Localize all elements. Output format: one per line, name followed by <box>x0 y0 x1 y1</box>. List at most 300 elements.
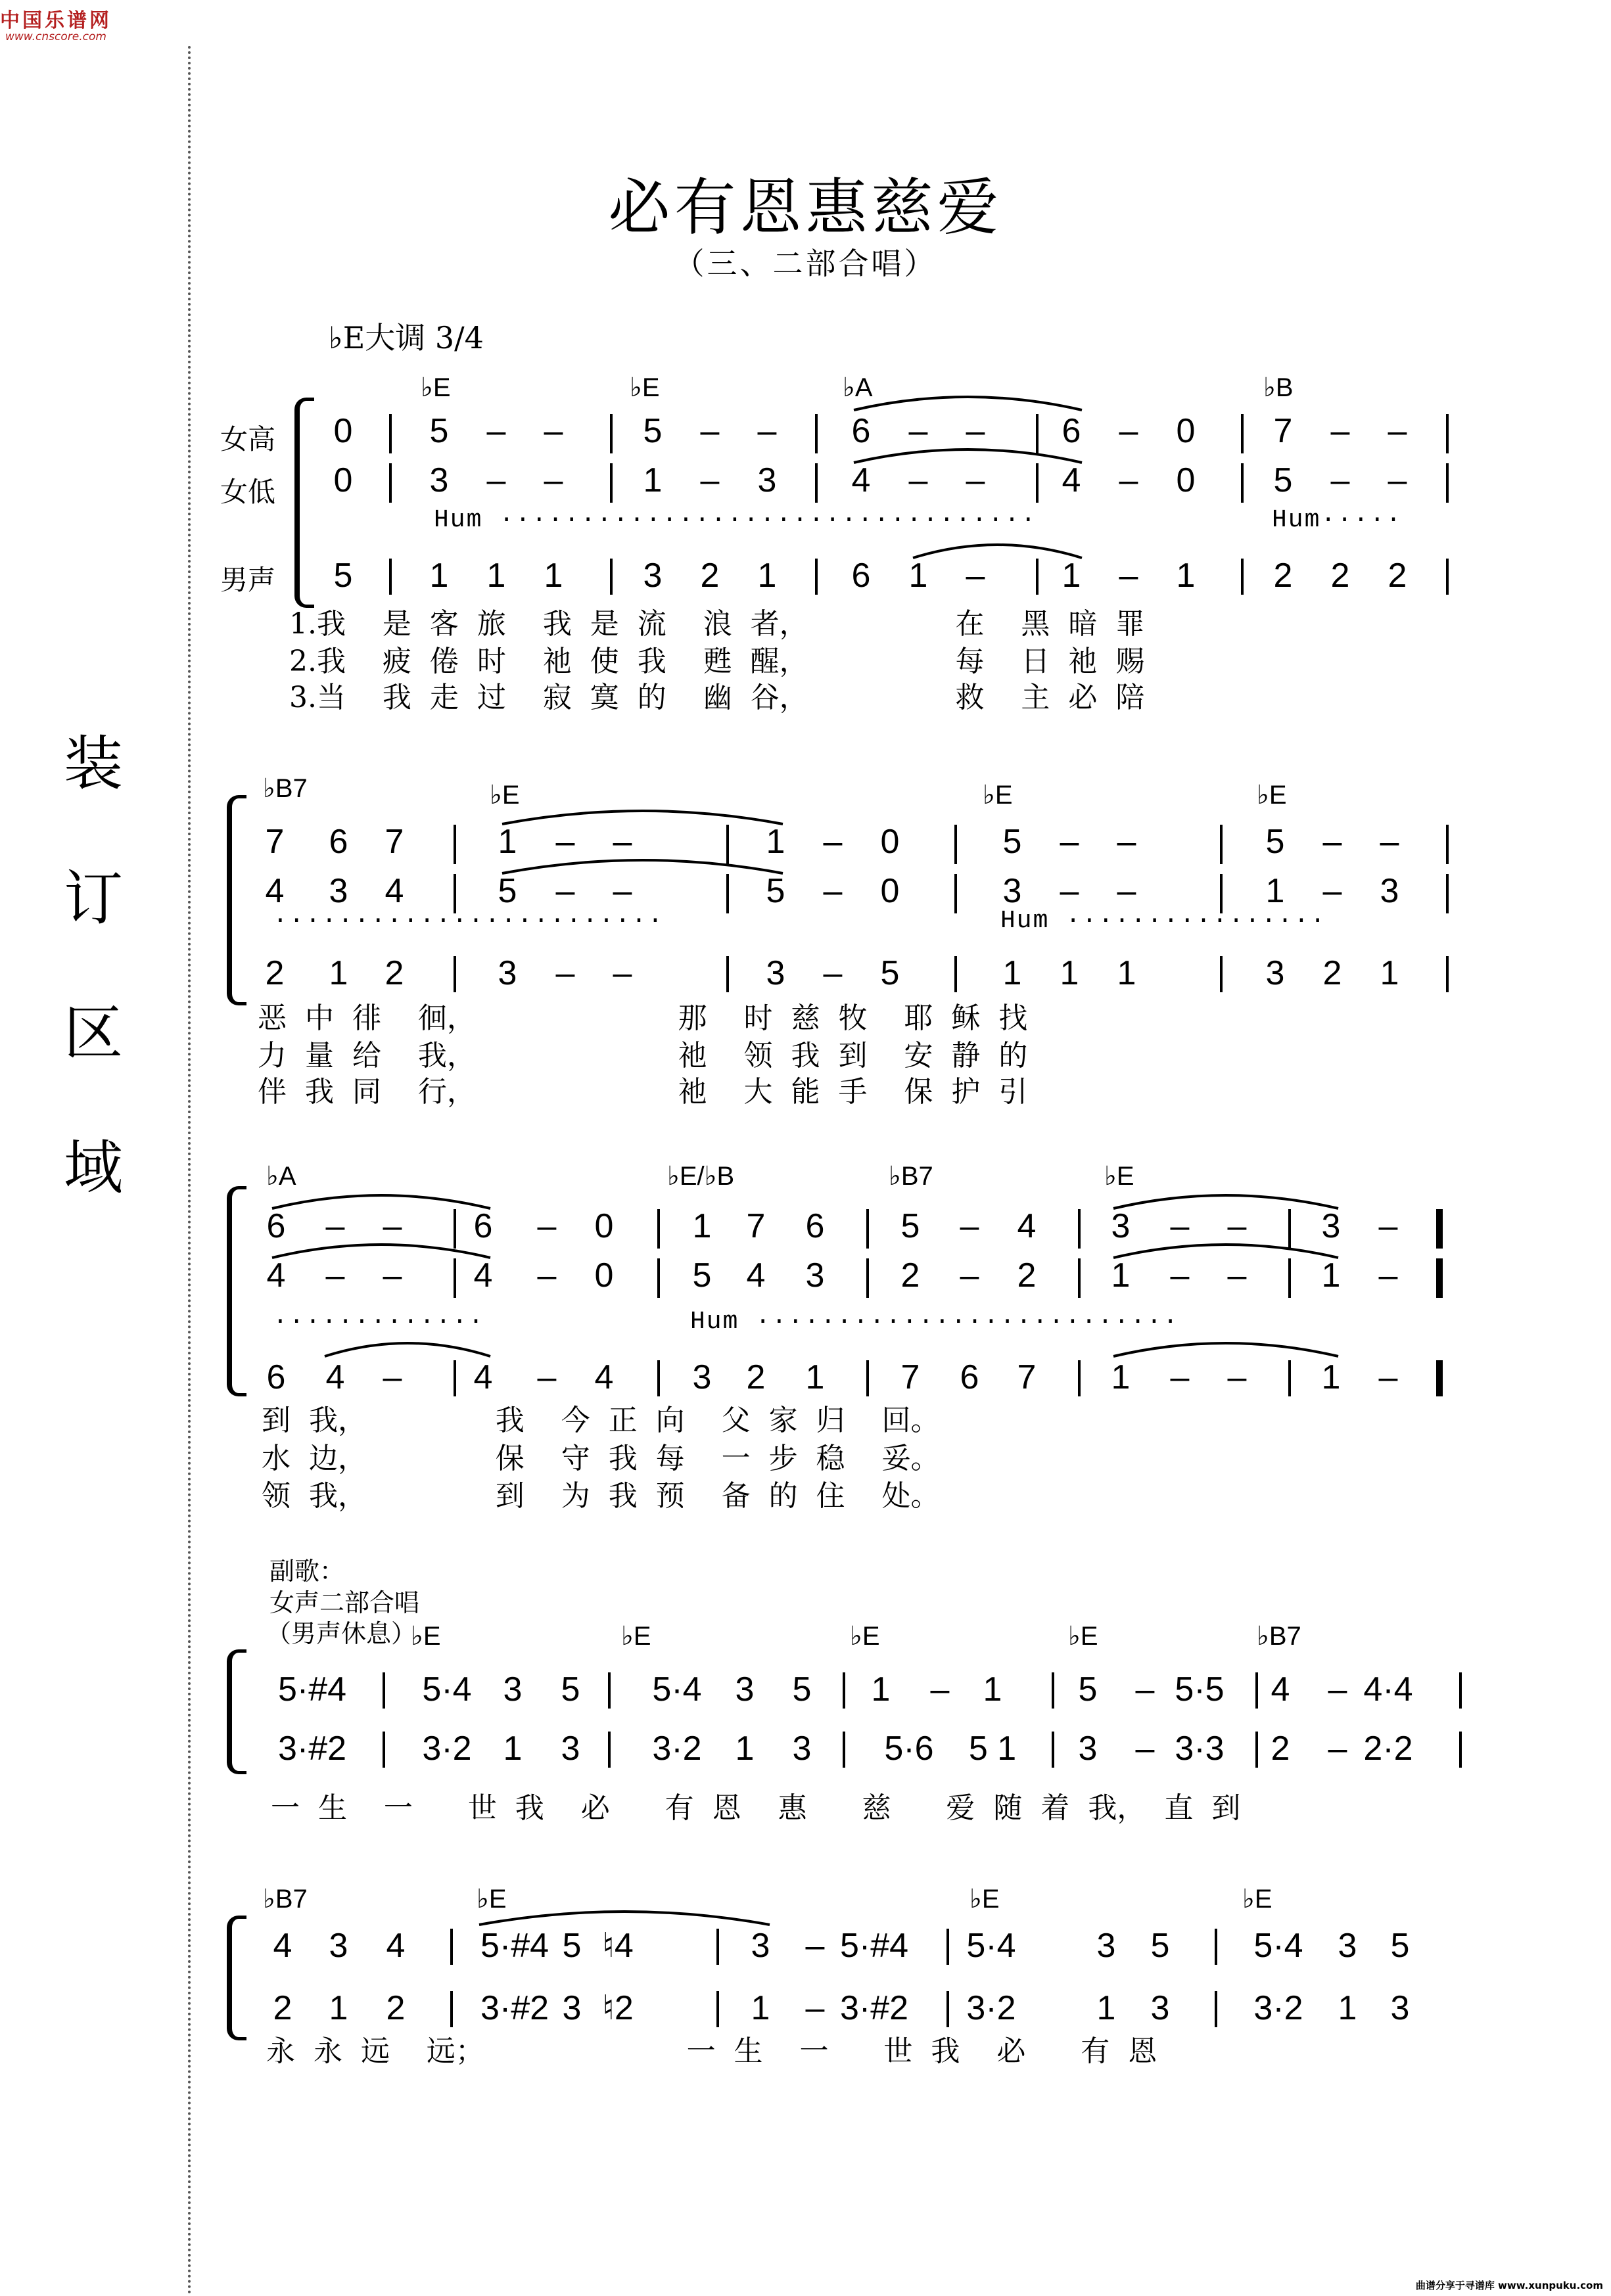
chorus1-lower-note-7: 3 <box>792 1730 812 1768</box>
c1-up-barline-6 <box>1459 1672 1462 1709</box>
s2-men-barline-2 <box>726 956 729 992</box>
s2-alt-barline-2 <box>726 874 729 913</box>
soprano-s2-note-9: 0 <box>880 823 900 861</box>
system-2-bracket <box>227 795 246 1005</box>
chorus2-lower-note-12: 3 <box>1150 1989 1170 2027</box>
chorus2-upper-note-13: 5·4 <box>1253 1927 1303 1965</box>
key-and-time-signature: ♭E大调 3/4 <box>329 320 484 356</box>
soprano-s3-note-17: – <box>1378 1207 1398 1245</box>
men-s1-note-6: 2 <box>700 557 720 595</box>
s1-sop-barline-1 <box>389 414 392 453</box>
men-s2-note-13: 3 <box>1265 954 1285 992</box>
men-s1-note-16: 2 <box>1388 557 1407 595</box>
chorus1-lower-note-11: – <box>1135 1730 1155 1768</box>
chorus1-upper-note-3: 3 <box>503 1670 523 1709</box>
men-s2-note-5: – <box>555 954 575 992</box>
s3-alt-barline-5 <box>1288 1258 1291 1298</box>
c2-low-barline-1 <box>450 1991 453 2027</box>
men-s3-note-7: 3 <box>692 1358 712 1396</box>
soprano-s1-note-15: – <box>1330 412 1350 450</box>
chorus1-lower-note-3: 1 <box>503 1730 523 1768</box>
c1-up-barline-2 <box>608 1672 611 1709</box>
chorus1-upper-note-7: 5 <box>792 1670 812 1709</box>
chord-12: ♭E <box>1104 1162 1134 1191</box>
men-s2-note-12: 1 <box>1117 954 1136 992</box>
men-s3-note-13: 1 <box>1111 1358 1131 1396</box>
men-s3-note-17: – <box>1378 1358 1398 1396</box>
chord-1: ♭E <box>421 373 451 402</box>
s1-men-barline-1 <box>389 559 392 595</box>
c2-slur-up <box>477 1902 772 1929</box>
men-s1-note-3: 1 <box>486 557 506 595</box>
s3-alt-barline-1 <box>454 1258 456 1298</box>
chorus2-upper-note-11: 3 <box>1096 1927 1116 1965</box>
soprano-s1-note-13: 0 <box>1176 412 1196 450</box>
chorus2-upper-note-2: 3 <box>329 1927 348 1965</box>
s2-men-barline-1 <box>454 956 456 992</box>
chorus2-lower-note-5: 3 <box>562 1989 582 2027</box>
chord-19: ♭E <box>477 1885 507 1914</box>
chorus1-upper-note-11: 5 <box>1078 1670 1098 1709</box>
s1-alt-barline-1 <box>389 463 392 503</box>
chorus2-lower-note-1: 2 <box>273 1989 292 2027</box>
soprano-s2-note-12: – <box>1117 823 1136 861</box>
chorus1-upper-note-2: 5·4 <box>422 1670 472 1709</box>
soprano-s1-note-8: 6 <box>851 412 871 450</box>
c1-up-barline-3 <box>843 1672 845 1709</box>
men-s3-note-5: – <box>537 1358 557 1396</box>
soprano-s3-note-5: – <box>537 1207 557 1245</box>
s3-slur-sop-end <box>1111 1186 1341 1212</box>
watermark-site-url: www.cnscore.com <box>5 30 106 43</box>
men-s2-note-7: 3 <box>766 954 785 992</box>
men-s2-note-4: 3 <box>498 954 517 992</box>
s2-men-barline-3 <box>954 956 957 992</box>
chorus2-upper-note-14: 3 <box>1338 1927 1357 1965</box>
chorus-label: 副歌： <box>269 1557 345 1586</box>
s1-sop-barline-3 <box>815 414 818 453</box>
watermark-site-name: 中国乐谱网 <box>0 9 112 32</box>
chorus1-upper-note-9: – <box>930 1670 950 1709</box>
men-s3-note-9: 1 <box>805 1358 825 1396</box>
chorus2-upper-note-1: 4 <box>273 1927 292 1965</box>
c1-low-barline-1 <box>383 1732 385 1768</box>
s1-alt-barline-4 <box>1036 463 1039 503</box>
chorus2-lower-note-3: 2 <box>386 1989 406 2027</box>
binding-char-4: 域 <box>64 1134 123 1203</box>
s3-men-barline-3 <box>866 1360 869 1396</box>
s3-sop-barline-4 <box>1078 1209 1081 1249</box>
system-1-bracket <box>294 398 314 608</box>
soprano-s1-note-14: 7 <box>1273 412 1293 450</box>
s3-sop-final-barline <box>1436 1209 1443 1249</box>
chord-14: ♭E <box>621 1622 651 1651</box>
s1-slur-sop <box>851 388 1085 414</box>
chorus2-upper-note-9: 5·#4 <box>839 1927 909 1965</box>
chorus1-lower-note-13: 2 <box>1271 1730 1290 1768</box>
s2-sop-barline-1 <box>454 825 456 864</box>
men-s3-note-3: – <box>383 1358 402 1396</box>
soprano-s2-note-15: – <box>1380 823 1399 861</box>
men-s1-note-1: 5 <box>333 557 353 595</box>
s2-sop-barline-4 <box>1220 825 1223 864</box>
alto-s2-note-4: 5 <box>498 872 517 910</box>
alto-s3-note-7: 5 <box>692 1256 712 1295</box>
chorus1-lower-note-15: 2·2 <box>1363 1730 1413 1768</box>
chorus2-lower-note-6: ♮2 <box>602 1989 634 2027</box>
men-s1-note-4: 1 <box>544 557 563 595</box>
alto-s3-note-6: 0 <box>594 1256 614 1295</box>
alto-s3-note-1: 4 <box>266 1256 286 1295</box>
c2-low-barline-4 <box>1215 1991 1217 2027</box>
soprano-s2-note-1: 7 <box>265 823 285 861</box>
chorus2-lower-note-15: 3 <box>1390 1989 1410 2027</box>
soprano-s3-note-14: – <box>1170 1207 1190 1245</box>
s3-alt-barline-4 <box>1078 1258 1081 1298</box>
men-s2-note-10: 1 <box>1002 954 1022 992</box>
song-subtitle: （三、二部合唱） <box>674 246 937 281</box>
soprano-s1-note-5: 5 <box>643 412 663 450</box>
lyric-chorus-2: 永 永 远 远； 一 生 一 世 我 必 有 恩 <box>266 2034 1157 2068</box>
chorus1-upper-note-8: 1 <box>871 1670 891 1709</box>
men-s3-note-16: 1 <box>1321 1358 1341 1396</box>
binding-char-1: 装 <box>64 729 123 798</box>
men-s3-note-14: – <box>1170 1358 1190 1396</box>
hum-1a: Hum ································· <box>434 506 1037 534</box>
s2-slur-alt <box>500 851 785 877</box>
s1-men-barline-2 <box>610 559 613 595</box>
lyric-s1-v3: 3.当 我 走 过 寂 寞 的 幽 谷， 救 主 必 陪 <box>289 681 1145 714</box>
alto-s1-note-14: 5 <box>1273 461 1293 499</box>
men-s1-note-2: 1 <box>429 557 449 595</box>
alto-s1-note-5: 1 <box>643 461 663 499</box>
chorus1-lower-note-10: 3 <box>1078 1730 1098 1768</box>
hum-1b: Hum····· <box>1272 506 1403 534</box>
lyric-s3-v1: 到 我， 我 今 正 向 父 家 归 回。 <box>262 1404 940 1437</box>
chorus1-upper-note-5: 5·4 <box>652 1670 702 1709</box>
s2-alt-barline-5 <box>1446 874 1449 913</box>
part-label-soprano: 女高 <box>220 423 276 455</box>
s2-men-barline-5 <box>1446 956 1449 992</box>
chorus1-lower-note-2: 3·2 <box>422 1730 472 1768</box>
men-s3-note-15: – <box>1227 1358 1247 1396</box>
hum-2b: Hum ················ <box>1000 907 1327 935</box>
s1-sop-barline-2 <box>610 414 613 453</box>
song-title: 必有恩惠慈爱 <box>608 172 1003 244</box>
lyric-s3-v2: 水 边， 保 守 我 每 一 步 稳 妥。 <box>262 1442 940 1475</box>
chorus-row-2-bracket <box>227 1916 246 2040</box>
chorus2-lower-note-13: 3·2 <box>1253 1989 1303 2027</box>
alto-s2-note-9: 0 <box>880 872 900 910</box>
men-s2-note-14: 2 <box>1322 954 1342 992</box>
alto-s3-note-17: – <box>1378 1256 1398 1295</box>
alto-s2-note-8: – <box>823 872 843 910</box>
men-s2-note-11: 1 <box>1060 954 1079 992</box>
chorus2-lower-note-9: 3·#2 <box>839 1989 909 2027</box>
lyric-s2-v2: 力 量 给 我， 祂 领 我 到 安 静 的 <box>258 1039 1028 1072</box>
alto-s2-note-12: – <box>1117 872 1136 910</box>
alto-s1-note-8: 4 <box>851 461 871 499</box>
soprano-s2-note-10: 5 <box>1002 823 1022 861</box>
alto-s2-note-6: – <box>613 872 632 910</box>
s3-slur-alt-end <box>1111 1235 1341 1262</box>
alto-s2-note-15: 3 <box>1380 872 1399 910</box>
chorus1-lower-note-6: 1 <box>735 1730 755 1768</box>
soprano-s2-note-14: – <box>1322 823 1342 861</box>
c2-low-barline-2 <box>716 1991 719 2027</box>
alto-s3-note-5: – <box>537 1256 557 1295</box>
soprano-s3-note-4: 6 <box>473 1207 493 1245</box>
s1-slur-men <box>910 536 1085 562</box>
men-s3-note-10: 7 <box>900 1358 920 1396</box>
footer-watermark: 曲谱分享于寻谱库 www.xunpuku.com <box>1415 2280 1603 2291</box>
lyric-s2-v3: 伴 我 同 行， 祂 大 能 手 保 护 引 <box>258 1075 1028 1109</box>
men-s3-note-6: 4 <box>594 1358 614 1396</box>
chorus1-upper-note-12: – <box>1135 1670 1155 1709</box>
alto-s3-note-4: 4 <box>473 1256 493 1295</box>
men-s2-note-1: 2 <box>265 954 285 992</box>
alto-s3-note-10: 2 <box>900 1256 920 1295</box>
alto-s1-note-13: 0 <box>1176 461 1196 499</box>
men-s2-note-6: – <box>613 954 632 992</box>
alto-s3-note-8: 4 <box>746 1256 766 1295</box>
s1-alt-barline-6 <box>1446 463 1449 503</box>
chorus1-lower-note-5: 3·2 <box>652 1730 702 1768</box>
chorus2-lower-note-10: 3·2 <box>966 1989 1016 2027</box>
s3-sop-barline-3 <box>866 1209 869 1249</box>
alto-s3-note-16: 1 <box>1321 1256 1341 1295</box>
men-s3-note-4: 4 <box>473 1358 493 1396</box>
s1-men-barline-6 <box>1446 559 1449 595</box>
men-s1-note-11: 1 <box>1062 557 1081 595</box>
chord-9: ♭A <box>266 1162 296 1191</box>
alto-s3-note-3: – <box>383 1256 402 1295</box>
s1-alt-barline-2 <box>610 463 613 503</box>
soprano-s3-note-10: 5 <box>900 1207 920 1245</box>
chorus2-upper-note-12: 5 <box>1150 1927 1170 1965</box>
chorus1-lower-note-8: 5·6 <box>884 1730 934 1768</box>
alto-s1-note-16: – <box>1388 461 1407 499</box>
chorus-row-1-bracket <box>227 1649 246 1774</box>
chord-11: ♭B7 <box>889 1162 933 1191</box>
alto-s1-note-7: 3 <box>757 461 777 499</box>
chorus1-upper-note-14: 4 <box>1271 1670 1290 1709</box>
men-s1-note-10: – <box>966 557 985 595</box>
men-s2-note-8: – <box>823 954 843 992</box>
men-s1-note-15: 2 <box>1330 557 1350 595</box>
chorus2-upper-note-6: ♮4 <box>602 1927 634 1965</box>
chord-4: ♭B <box>1263 373 1294 402</box>
chorus1-upper-note-6: 3 <box>735 1670 755 1709</box>
s3-slur-alt <box>269 1235 493 1262</box>
chorus1-lower-note-14: – <box>1328 1730 1347 1768</box>
chord-17: ♭B7 <box>1257 1622 1301 1651</box>
alto-s1-note-10: – <box>966 461 985 499</box>
binding-char-3: 区 <box>64 999 123 1068</box>
soprano-s3-note-9: 6 <box>805 1207 825 1245</box>
soprano-s2-note-7: 1 <box>766 823 785 861</box>
chorus2-upper-note-8: – <box>805 1927 825 1965</box>
soprano-s3-note-13: 3 <box>1111 1207 1131 1245</box>
hum-2a: ························ <box>273 907 665 935</box>
c2-up-barline-2 <box>716 1929 719 1965</box>
s1-men-barline-4 <box>1036 559 1039 595</box>
men-s3-note-2: 4 <box>325 1358 345 1396</box>
alto-s3-note-2: – <box>325 1256 345 1295</box>
c1-up-barline-1 <box>383 1672 385 1709</box>
s3-men-barline-1 <box>454 1360 456 1396</box>
soprano-s1-note-9: – <box>908 412 928 450</box>
s1-men-barline-3 <box>815 559 818 595</box>
c1-up-barline-5 <box>1255 1672 1258 1709</box>
soprano-s1-note-12: – <box>1119 412 1138 450</box>
system-3-bracket <box>227 1186 246 1396</box>
c1-low-barline-2 <box>608 1732 611 1768</box>
chord-18: ♭B7 <box>263 1885 308 1914</box>
lyric-s2-v1: 恶 中 徘 徊， 那 时 慈 牧 耶 稣 找 <box>258 1001 1028 1035</box>
chorus2-lower-note-4: 3·#2 <box>480 1989 549 2027</box>
chorus2-upper-note-3: 4 <box>386 1927 406 1965</box>
chord-3: ♭A <box>843 373 873 402</box>
soprano-s1-note-4: – <box>544 412 563 450</box>
soprano-s3-note-16: 3 <box>1321 1207 1341 1245</box>
alto-s1-note-6: – <box>700 461 720 499</box>
chorus1-upper-note-13: 5·5 <box>1175 1670 1225 1709</box>
men-s1-note-13: 1 <box>1176 557 1196 595</box>
chorus2-lower-note-7: 1 <box>751 1989 770 2027</box>
soprano-s2-note-6: – <box>613 823 632 861</box>
chorus1-upper-note-15: – <box>1328 1670 1347 1709</box>
chorus1-lower-note-9: 5 1 <box>968 1730 1017 1768</box>
binding-area-label <box>60 697 126 1235</box>
c1-up-barline-4 <box>1052 1672 1054 1709</box>
s3-men-final-barline <box>1436 1360 1443 1396</box>
alto-s3-note-14: – <box>1170 1256 1190 1295</box>
soprano-s1-note-10: – <box>966 412 985 450</box>
alto-s1-note-15: – <box>1330 461 1350 499</box>
chord-21: ♭E <box>1242 1885 1272 1914</box>
chorus2-lower-note-2: 1 <box>329 1989 348 2027</box>
s2-men-barline-4 <box>1220 956 1223 992</box>
s2-alt-barline-3 <box>954 874 957 913</box>
soprano-s2-note-8: – <box>823 823 843 861</box>
c2-low-barline-3 <box>946 1991 949 2027</box>
alto-s2-note-11: – <box>1060 872 1079 910</box>
soprano-s1-note-3: – <box>486 412 506 450</box>
s3-slur-sop <box>269 1186 493 1212</box>
men-s1-note-7: 1 <box>757 557 777 595</box>
chorus-men-rest-label: （男声休息） <box>266 1619 417 1648</box>
lyric-s1-v1: 1.我 是 客 旅 我 是 流 浪 者， 在 黑 暗 罪 <box>289 607 1145 641</box>
chorus-women-label: 女声二部合唱 <box>269 1588 420 1617</box>
soprano-s3-note-2: – <box>325 1207 345 1245</box>
alto-s2-note-1: 4 <box>265 872 285 910</box>
c1-low-barline-5 <box>1255 1732 1258 1768</box>
s3-men-barline-2 <box>657 1360 660 1396</box>
binding-char-2: 订 <box>64 864 123 933</box>
c1-low-barline-6 <box>1459 1732 1462 1768</box>
s1-alt-barline-5 <box>1241 463 1244 503</box>
soprano-s1-note-16: – <box>1388 412 1407 450</box>
part-label-men: 男声 <box>220 564 276 596</box>
soprano-s1-note-11: 6 <box>1062 412 1081 450</box>
chorus2-upper-note-4: 5·#4 <box>480 1927 549 1965</box>
soprano-s3-note-7: 1 <box>692 1207 712 1245</box>
men-s2-note-3: 2 <box>385 954 404 992</box>
soprano-s2-note-11: – <box>1060 823 1079 861</box>
alto-s2-note-2: 3 <box>329 872 348 910</box>
s3-slur-men-end <box>1111 1334 1341 1360</box>
s3-slur-men <box>322 1334 493 1360</box>
c1-low-barline-3 <box>843 1732 845 1768</box>
men-s1-note-5: 3 <box>643 557 663 595</box>
s3-alt-barline-2 <box>657 1258 660 1298</box>
c2-up-barline-4 <box>1215 1929 1217 1965</box>
soprano-s1-note-2: 5 <box>429 412 449 450</box>
soprano-s2-note-2: 6 <box>329 823 348 861</box>
soprano-s1-note-6: – <box>700 412 720 450</box>
chorus2-lower-note-14: 1 <box>1338 1989 1357 2027</box>
chord-7: ♭E <box>983 781 1013 810</box>
s1-sop-barline-5 <box>1241 414 1244 453</box>
alto-s2-note-13: 1 <box>1265 872 1285 910</box>
s1-sop-barline-6 <box>1446 414 1449 453</box>
soprano-s3-note-12: 4 <box>1017 1207 1037 1245</box>
chorus1-upper-note-16: 4·4 <box>1363 1670 1413 1709</box>
chorus2-upper-note-10: 5·4 <box>966 1927 1016 1965</box>
men-s2-note-9: 5 <box>880 954 900 992</box>
s3-alt-barline-3 <box>866 1258 869 1298</box>
chorus1-lower-note-12: 3·3 <box>1175 1730 1225 1768</box>
chord-15: ♭E <box>850 1622 880 1651</box>
chorus2-lower-note-8: – <box>805 1989 825 2027</box>
s3-sop-barline-2 <box>657 1209 660 1249</box>
soprano-s2-note-3: 7 <box>385 823 404 861</box>
alto-s2-note-7: 5 <box>766 872 785 910</box>
alto-s1-note-1: 0 <box>333 461 353 499</box>
chorus1-upper-note-1: 5·#4 <box>277 1670 347 1709</box>
alto-s2-note-14: – <box>1322 872 1342 910</box>
alto-s3-note-11: – <box>960 1256 979 1295</box>
men-s2-note-15: 1 <box>1380 954 1399 992</box>
chord-10: ♭E/♭B <box>667 1162 735 1191</box>
s1-men-barline-5 <box>1241 559 1244 595</box>
soprano-s3-note-3: – <box>383 1207 402 1245</box>
alto-s3-note-15: – <box>1227 1256 1247 1295</box>
s2-slur-sop <box>500 802 785 828</box>
c1-low-barline-4 <box>1052 1732 1054 1768</box>
men-s3-note-1: 6 <box>266 1358 286 1396</box>
soprano-s3-note-11: – <box>960 1207 979 1245</box>
alto-s3-note-12: 2 <box>1017 1256 1037 1295</box>
c2-up-barline-1 <box>450 1929 453 1965</box>
men-s3-note-8: 2 <box>746 1358 766 1396</box>
s3-men-barline-4 <box>1078 1360 1081 1396</box>
c2-up-barline-3 <box>946 1929 949 1965</box>
lyric-s3-v3: 领 我， 到 为 我 预 备 的 住 处。 <box>262 1479 940 1513</box>
s1-slur-alt <box>851 440 1085 467</box>
men-s2-note-2: 1 <box>329 954 348 992</box>
men-s3-note-12: 7 <box>1017 1358 1037 1396</box>
alto-s3-note-13: 1 <box>1111 1256 1131 1295</box>
men-s1-note-8: 6 <box>851 557 871 595</box>
chorus1-lower-note-1: 3·#2 <box>277 1730 347 1768</box>
chorus2-upper-note-5: 5 <box>562 1927 582 1965</box>
chord-2: ♭E <box>630 373 660 402</box>
alto-s2-note-3: 4 <box>385 872 404 910</box>
chorus2-upper-note-7: 3 <box>751 1927 770 1965</box>
alto-s1-note-3: – <box>486 461 506 499</box>
